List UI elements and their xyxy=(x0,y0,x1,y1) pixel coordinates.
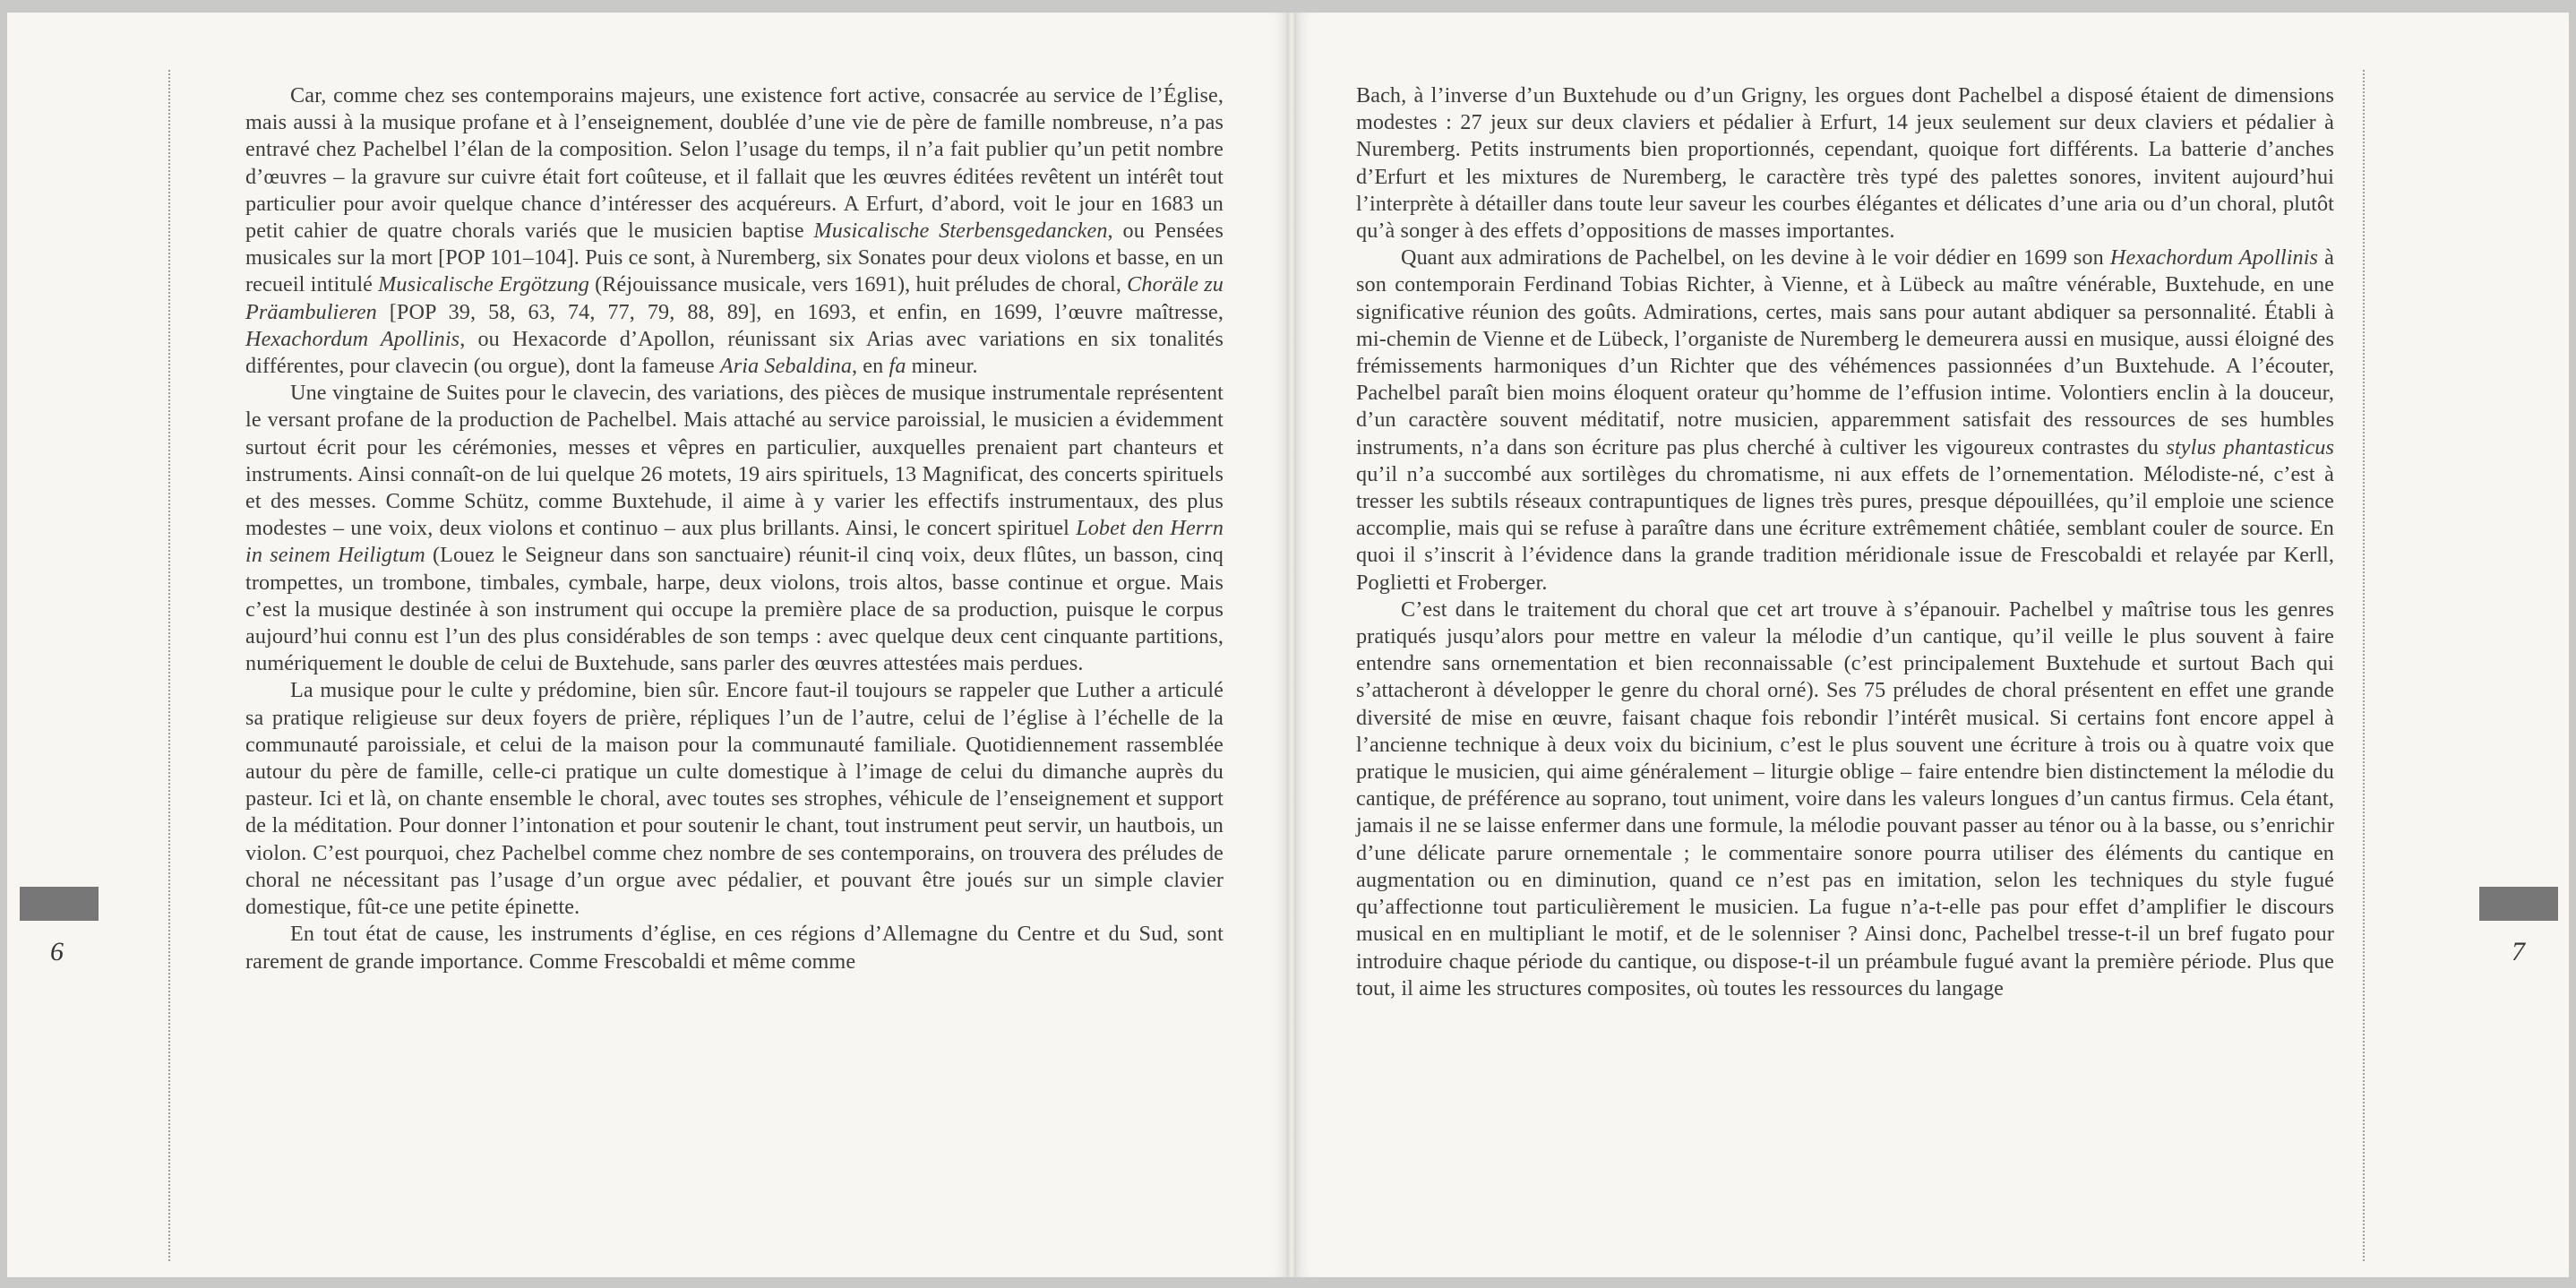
text-segment: C’est dans le traitement du choral que cet art trouve à s’épanouir. Pachelbel y maîtrise tous les genres pratiqués jusqu’alors pour mettre en valeur la mélodie d’un cantique, qu’il veille le plus souvent à faire entendre sans ornementation et bien reconnaissable (c’est principalement Buxtehude et surtout Bach qui s’attacheront à développer le genre du choral orné). Ses 75 préludes de choral présentent en effet une grande diversité de mise en œuvre, faisant chaque fois rebondir l’intérêt musical. Si certains font encore appel à l’ancienne technique à deux voix du bicinium, c’est le plus souvent une écriture à trois ou à quatre voix que pratique le musicien, qui aime généralement – liturgie oblige – faire entendre bien distinctement la mélodie du cantique, de préférence au soprano, tout uniment, voire dans les valeurs longues d’un cantus firmus. Cela étant, jamais il ne se laisse enfermer dans une formule, la mélodie pouvant passer au ténor ou à la basse, ou s’enrichir d’une délicate parure ornementale ; le commentaire sonore pourra utiliser des éléments du cantique en augmentation ou en diminution, quand ce n’est pas en imitation, selon les techniques du style fugué qu’affectionne tout particulièrement le musicien. La fugue n’a-t-elle pas pour effet d’amplifier le discours musical en en multipliant le motif, et de le solenniser ? Ainsi donc, Pachelbel tresse-t-il un bref fugato pour introduire chaque période du cantique, ou dispose-t-il un préambule fugué avant la première période. Plus que tout, il aime les structures composites, où toutes les ressources du langage xyxy=(1356,597,2334,1000)
italic-title-text: Hexachordum Apollinis xyxy=(2109,245,2319,270)
text-segment: En tout état de cause, les instruments d’église, en ces régions d’Allemagne du Centre et du Sud, sont rarement de grande importance. Comme Frescobaldi et même comme xyxy=(245,922,1224,974)
paragraph xyxy=(1356,245,2334,597)
text-segment: Quant aux admirations de Pachelbel, on les devine à le voir dédier en 1699 son xyxy=(1401,245,2110,270)
right-text-column xyxy=(1356,82,2334,1002)
text-segment: à son contemporain Ferdinand Tobias Richter, à Vienne, et à Lübeck au maître vénérable, Buxtehude, en une significative réunion des goûts. Admirations, certes, mais sans pour autant abdiquer sa personnalité. Établi à mi-chemin de Vienne et de Lübeck, l’organiste de Nuremberg le demeurera aussi en musique, aussi éloigné des frémissements harmoniques d’un Richter que des véhémences passionnées d’un Buxtehude. A l’écouter, Pachelbel paraît bien moins éloquent orateur qu’homme de l’effusion intime. Volontiers enclin à la douceur, d’un caractère souvent méditatif, notre musicien, apparemment satisfait des ressources de ses humbles instruments, n’a dans son écriture pas plus cherché à cultiver les vigoureux contrastes du xyxy=(1356,245,2334,459)
italic-title-text: Lobet den Herrn in seinem Heiligtum xyxy=(245,516,1224,568)
paragraph xyxy=(245,82,1224,380)
italic-title-text: Hexachordum Apollinis xyxy=(245,326,460,351)
text-segment: , ou Hexacorde d’Apollon, réunissant six Arias avec variations en six tonalités différentes, pour clavecin (ou orgue), dont la fameuse xyxy=(245,326,1224,379)
text-segment: [POP 39, 58, 63, 74, 77, 79, 88, 89], en 1693, et enfin, en 1699, l’œuvre maîtresse, xyxy=(376,299,1224,324)
paragraph xyxy=(245,380,1224,677)
text-segment: , en xyxy=(852,354,889,379)
text-segment: Bach, à l’inverse d’un Buxtehude ou d’un Grigny, les orgues dont Pachelbel a disposé étaient de dimensions modestes : 27 jeux sur deux claviers et pédalier à Erfurt, 14 jeux seulement sur deux claviers et pédalier à Nuremberg. Petits instruments bien proportionnés, cependant, quoique fort différents. La batterie d’anches d’Erfurt et les mixtures de Nuremberg, le caractère très typé des palettes sonores, invitent aujourd’hui l’interprète à détailler dans toute leur saveur les courbes élégantes et délicates d’une aria ou d’un choral, plutôt qu’à songer à des effets d’oppositions de masses importantes. xyxy=(1356,83,2334,244)
left-margin-rule xyxy=(168,70,170,1261)
paragraph xyxy=(1356,82,2334,245)
right-margin-rule xyxy=(2363,70,2365,1261)
text-segment: , ou Pensées musicales sur la mort [POP 101–104]. Puis ce sont, à Nuremberg, six Sonates pour deux violons et basse, en un recueil intitulé xyxy=(245,219,1224,297)
text-segment: (Réjouissance musicale, vers 1691), huit préludes de choral, xyxy=(588,272,1128,297)
left-page-tab-marker xyxy=(20,887,99,921)
left-text-column xyxy=(245,82,1224,975)
left-page-number: 6 xyxy=(50,937,64,966)
italic-title-text: Choräle zu Präambulieren xyxy=(245,272,1224,324)
paragraph xyxy=(245,677,1224,921)
text-segment: La musique pour le culte y prédomine, bien sûr. Encore faut-il toujours se rappeler que Luther a articulé sa pratique religieuse sur deux foyers de prière, répliques l’un de l’autre, celui de l’église à l’échelle de la communauté paroissiale, et celui de la maison pour la communauté familiale. Quotidiennement rassemblée autour du père de famille, celle-ci pratique un culte domestique à l’image de celui du dimanche auprès du pasteur. Ici et là, on chante ensemble le choral, avec toutes ses strophes, véhicule de l’enseignement et support de la méditation. Pour donner l’intonation et pour soutenir le chant, tout instrument peut servir, un hautbois, un violon. C’est pourquoi, chez Pachelbel comme chez nombre de ses contemporains, on trouvera des préludes de choral ne nécessitant pas l’usage d’un orgue avec pédalier, et pouvant être joués sur un simple clavier domestique, fût-ce une petite épinette. xyxy=(245,678,1224,920)
paragraph xyxy=(245,921,1224,975)
italic-title-text: Musicalische Sterbensgedancken xyxy=(813,219,1108,244)
italic-title-text: Aria Sebaldina xyxy=(719,354,853,379)
right-page-tab-marker xyxy=(2479,887,2558,921)
paragraph xyxy=(1356,597,2334,1002)
right-page-number: 7 xyxy=(2512,937,2525,966)
italic-title-text: stylus phantasticus xyxy=(2166,434,2335,459)
italic-title-text: Musicalische Ergötzung xyxy=(378,272,589,297)
text-segment: (Louez le Seigneur dans son sanctuaire) réunit-il cinq voix, deux flûtes, un basson, cinq trompettes, un trombone, timbales, cymbale, harpe, deux violons, trois altos, basse continue et orgue. Mais c’est la musique destinée à son instrument qui occupe la première place de sa production, puisque le corpus aujourd’hui connu est l’un des plus considérables de son temps : avec quelque deux cent cinquante partitions, numériquement le double de celui de Buxtehude, sans parler des œuvres attestées mais perdues. xyxy=(245,543,1224,676)
text-segment: mineur. xyxy=(906,354,978,379)
italic-title-text: fa xyxy=(889,354,906,379)
text-segment: Une vingtaine de Suites pour le clavecin, des variations, des pièces de musique instrumentale représentent le versant profane de la production de Pachelbel. Mais attaché au service paroissial, le musicien a évidemment surtout écrit pour les cérémonies, messes et vêpres en particulier, auxquelles prenaient part chanteurs et instruments. Ainsi connaît-on de lui quelque 26 motets, 19 airs spirituels, 13 Magnificat, des concerts spirituels et des messes. Comme Schütz, comme Buxtehude, il aime à y varier les effectifs instrumentaux, des plus modestes – une voix, deux violons et continuo – aux plus brillants. Ainsi, le concert spirituel xyxy=(245,381,1224,541)
text-segment: qu’il n’a succombé aux sortilèges du chromatisme, ni aux effets de l’ornementation. Mélodiste-né, c’est à tresser les subtils réseaux contrapuntiques de lignes très pures, presque dépouillées, qu’il emploie une science accomplie, mais qui se refuse à paraître dans une écriture extrêmement châtiée, semblant couler de source. En quoi il s’inscrit à l’évidence dans la grande tradition méridionale issue de Frescobaldi et relayée par Kerll, Poglietti et Froberger. xyxy=(1356,461,2334,595)
book-spine xyxy=(1288,13,1295,1277)
text-segment: Car, comme chez ses contemporains majeurs, une existence fort active, consacrée au service de l’Église, mais aussi à la musique profane et à l’enseignement, doublée d’une vie de père de famille nombreuse, n’a pas entravé chez Pachelbel l’élan de la composition. Selon l’usage du temps, il n’a fait publier qu’un petit nombre d’œuvres – la gravure sur cuivre était fort coûteuse, et il fallait que les œuvres éditées revêtent un intérêt tout particulier pour avoir quelque chance d’intéresser des acquéreurs. A Erfurt, d’abord, voit le jour en 1683 un petit cahier de quatre chorals variés que le musicien baptise xyxy=(245,83,1224,244)
